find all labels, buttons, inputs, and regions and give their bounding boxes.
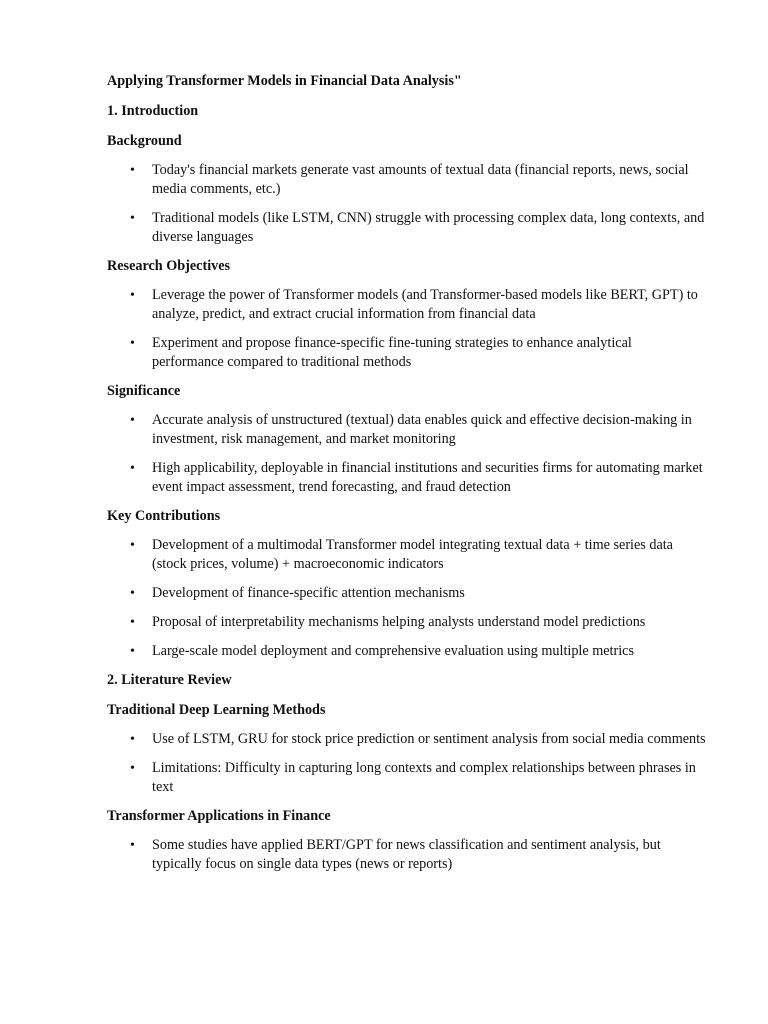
subsection-significance: [107, 382, 707, 497]
list-item-text: Proposal of interpretability mechanisms helping analysts understand model predictions: [152, 614, 646, 630]
list-item-text: High applicability, deployable in financial institutions and securities firms for automating market event impact assessment, trend forecasting, and fraud detection: [152, 460, 703, 495]
list-item-text: Limitations: Difficulty in capturing long contexts and complex relationships between phrases in text: [152, 760, 696, 795]
list-item: [107, 286, 707, 324]
subsection-transformer-applications: [107, 807, 707, 874]
bullet-icon: •: [130, 538, 135, 553]
list-item-text: Development of finance-specific attention mechanisms: [152, 585, 465, 601]
bullet-icon: •: [130, 838, 135, 853]
list-item: [107, 759, 707, 797]
bullet-list: [107, 730, 707, 797]
list-item: [107, 459, 707, 497]
subsection-title: Transformer Applications in Finance: [107, 808, 331, 824]
document-page: [107, 72, 707, 884]
bullet-icon: •: [130, 163, 135, 178]
subsection-title: Research Objectives: [107, 258, 231, 274]
list-item-text: Experiment and propose finance-specific fine-tuning strategies to enhance analytical performance compared to traditional methods: [152, 335, 632, 370]
bullet-list: [107, 836, 707, 874]
list-item: [107, 836, 707, 874]
section-title: 2. Literature Review: [107, 672, 232, 688]
list-item-text: Use of LSTM, GRU for stock price prediction or sentiment analysis from social media comments: [152, 731, 706, 747]
subsection-title: Background: [107, 133, 182, 149]
bullet-icon: •: [130, 336, 135, 351]
subsection-key-contributions: [107, 507, 707, 661]
list-item: [107, 411, 707, 449]
bullet-list: [107, 411, 707, 497]
subsection-title: Key Contributions: [107, 508, 221, 524]
list-item: [107, 584, 707, 603]
bullet-icon: •: [130, 211, 135, 226]
list-item: [107, 730, 707, 749]
list-item: [107, 536, 707, 574]
bullet-icon: •: [130, 461, 135, 476]
list-item-text: Traditional models (like LSTM, CNN) struggle with processing complex data, long contexts, and diverse languages: [152, 210, 705, 245]
section-title: 1. Introduction: [107, 103, 199, 119]
subsection-title: Significance: [107, 383, 181, 399]
list-item-text: Today's financial markets generate vast amounts of textual data (financial reports, news, social media comments, etc.): [152, 162, 689, 197]
list-item: [107, 642, 707, 661]
list-item: [107, 613, 707, 632]
bullet-icon: •: [130, 615, 135, 630]
document-title: Applying Transformer Models in Financial Data Analysis": [107, 73, 462, 89]
bullet-list: [107, 286, 707, 372]
list-item-text: Leverage the power of Transformer models (and Transformer-based models like BERT, GPT) to analyze, predict, and extract crucial information from financial data: [152, 287, 698, 322]
list-item-text: Development of a multimodal Transformer model integrating textual data + time series data (stock prices, volume) + macroeconomic indicators: [152, 537, 673, 572]
subsection-traditional-methods: [107, 701, 707, 797]
list-item-text: Some studies have applied BERT/GPT for news classification and sentiment analysis, but typically focus on single data types (news or reports): [152, 837, 661, 872]
subsection-title: Traditional Deep Learning Methods: [107, 702, 326, 718]
bullet-icon: •: [130, 644, 135, 659]
bullet-list: [107, 536, 707, 661]
list-item-text: Large-scale model deployment and comprehensive evaluation using multiple metrics: [152, 643, 634, 659]
bullet-icon: •: [130, 761, 135, 776]
bullet-icon: •: [130, 413, 135, 428]
section-literature-review: [107, 671, 707, 874]
section-introduction: [107, 102, 707, 661]
list-item: [107, 334, 707, 372]
bullet-icon: •: [130, 586, 135, 601]
list-item-text: Accurate analysis of unstructured (textual) data enables quick and effective decision-making in investment, risk management, and market monitoring: [152, 412, 692, 447]
bullet-list: [107, 161, 707, 247]
list-item: [107, 161, 707, 199]
bullet-icon: •: [130, 732, 135, 747]
list-item: [107, 209, 707, 247]
subsection-background: [107, 132, 707, 247]
bullet-icon: •: [130, 288, 135, 303]
subsection-research-objectives: [107, 257, 707, 372]
